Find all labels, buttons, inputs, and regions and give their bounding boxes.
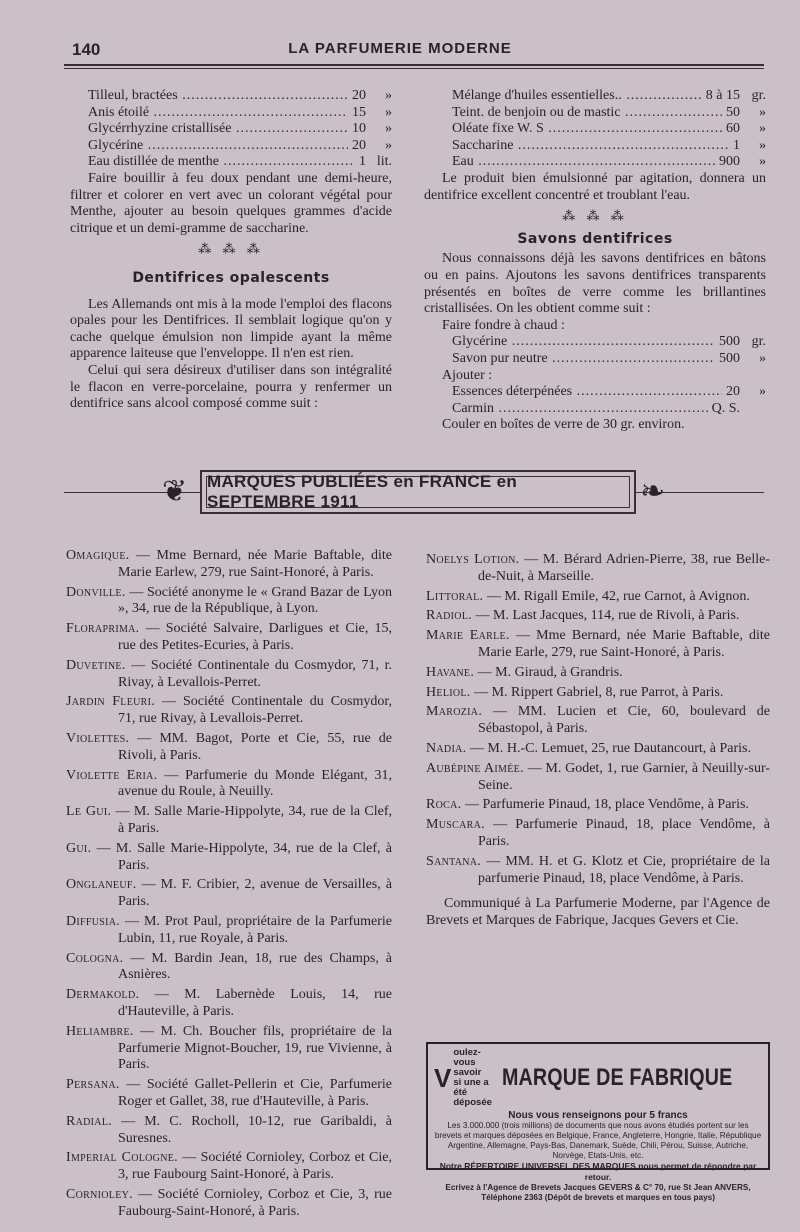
ad-header: [434, 1048, 762, 1108]
ad-headline: MARQUE DE FABRIQUE: [501, 1064, 733, 1091]
ad-contact: Ecrivez à l'Agence de Brevets Jacques GEVERS & C° 70, rue St Jean ANVERS, Téléphone 2363 (Dépôt de brevets et marques en tous pays): [445, 1183, 751, 1202]
step-text: Faire fondre à chaud :: [442, 317, 565, 333]
list-item: Noelys Lotion. — M. Bérard Adrien-Pierre, 38, rue Belle-de-Nuit, à Marseille.: [426, 552, 770, 584]
recipe-row: Saccharine ..... 1 »: [452, 138, 766, 155]
ad-subheadline: Nous vous renseignons pour 5 francs: [508, 1110, 688, 1121]
list-item: Aubépine Aimée. — M. Godet, 1, rue Garnier, à Neuilly-sur-Seine.: [426, 760, 771, 793]
list-item: Diffusia. — M. Prot Paul, propriétaire de la Parfumerie Lubin, 11, rue Royale, à Paris.: [66, 913, 393, 946]
list-item: Muscara. — Parfumerie Pinaud, 18, place Vendôme, à Paris.: [426, 817, 771, 849]
list-item: Nadia. — M. H.-C. Lemuet, 25, rue Dautancourt, à Paris.: [426, 740, 752, 756]
recipe-row: Tilleul, bractées ..... 20 »: [88, 88, 392, 105]
list-item: Radiol. — M. Last Jacques, 114, rue de Rivoli, à Paris.: [426, 608, 740, 624]
left-entries-column: [66, 548, 392, 1223]
ad-body: Les 3.000.000 (trois millions) de documents que nous avons étudiés portent sur les brevets et marques déposées en Belgique, France, Angleterre, Hongrie, Italie, République Argentine, Allemagne, Pays-Bas, Danemark, Suède, Chili, Pérou, Suisse, Autriche, Norvège, Etats-Unis, etc.: [434, 1121, 762, 1160]
running-title: LA PARFUMERIE MODERNE: [288, 40, 512, 57]
recipe-row: Teint. de benjoin ou de mastic ..... 50 »: [452, 105, 766, 122]
header-rule: [64, 64, 764, 66]
recipe-savon-1: [424, 334, 766, 367]
paragraph: Nous connaissons déjà les savons dentifrices en bâtons ou en pains. Ajoutons les savons dentifrices transparents présentés en boîtes de verre comme les brillantines cristallisées. On les obtient comme suit :: [424, 251, 766, 317]
list-item: Marozia. — MM. Lucien et Cie, 60, boulevard de Sébastopol, à Paris.: [426, 704, 770, 737]
list-item: Heliambre. — M. Ch. Boucher fils, propriétaire de la Parfumerie Mignot-Boucher, 19, rue Vivienne, à Paris.: [66, 1023, 393, 1073]
recipe-row: Mélange d'huiles essentielles.. ..... 8 à 15 gr.: [452, 88, 766, 105]
recipe-row: Eau distillée de menthe ..... 1 lit.: [88, 154, 392, 171]
header-rule-thin: [64, 68, 764, 69]
recipe-row: Oléate fixe W. S ..... 60 »: [452, 121, 766, 138]
right-top-column: [424, 88, 766, 434]
list-item: Onglaneuf. — M. F. Cribier, 2, avenue de Versailles, à Paris.: [66, 877, 393, 910]
list-item: Jardin Fleuri. — Société Continentale du Cosmydor, 71, rue Rivay, à Levallois-Perret.: [66, 694, 393, 727]
fleuron-right-icon: ❧: [640, 475, 666, 508]
recipe-instructions: Faire bouillir à feu doux pendant une demi-heure, filtrer et colorer en vert avec un colorant végétal pour Menthe, ajouter au besoin quelques grammes d'acide citrique et un demi-gramme de saccharine.: [70, 170, 392, 236]
list-item: Le Gui. — M. Salle Marie-Hippolyte, 34, rue de la Clef, à Paris.: [66, 804, 392, 836]
fleuron-left-icon: ❦: [162, 475, 188, 508]
communique-text: Communiqué à La Parfumerie Moderne, par l'Agence de Brevets et Marques de Fabrique, Jacques Gevers et Cie.: [426, 896, 770, 929]
list-item: Donville. — Société anonyme le « Grand Bazar de Lyon », 34, rue de la République, à Lyon.: [66, 584, 393, 617]
list-item: Littoral. — M. Rigall Emile, 42, rue Carnot, à Avignon.: [426, 588, 750, 604]
closing-text: Couler en boîtes de verre de 30 gr. environ.: [442, 417, 685, 433]
ornament-icon: ⁂ ⁂ ⁂: [198, 241, 264, 257]
recipe-dentifrice: [424, 88, 766, 171]
ornament-icon: ⁂ ⁂ ⁂: [562, 208, 628, 224]
section-banner: [200, 470, 636, 514]
ad-question: oulez-vous savoir si une a été déposée: [453, 1047, 492, 1108]
recipe-instructions: Le produit bien émulsionné par agitation, donnera un dentifrice excellent concentré et troublant l'eau.: [424, 170, 766, 203]
list-item: Floraprima. — Société Salvaire, Darligues et Cie, 15, rue des Petites-Ecuries, à Paris.: [66, 621, 392, 653]
list-item: Violette Eria. — Parfumerie du Monde Elégant, 31, avenue du Roule, à Neuilly.: [66, 767, 392, 800]
recipe-menthe: [70, 88, 392, 171]
recipe-row: Carmin ..... Q. S.: [452, 401, 766, 418]
recipe-row: Glycérine ..... 20 »: [88, 138, 392, 155]
section-title: Savons dentifrices: [517, 230, 673, 247]
list-item: Persana. — Société Gallet-Pellerin et Cie, Parfumerie Roger et Gallet, 38, rue d'Hauteville, à Paris.: [66, 1077, 393, 1109]
list-item: Radial. — M. C. Rocholl, 10-12, rue Garibaldi, à Suresnes.: [66, 1113, 392, 1146]
recipe-row: Savon pur neutre ..... 500 »: [452, 351, 766, 368]
list-item: Roca. — Parfumerie Pinaud, 18, place Vendôme, à Paris.: [426, 797, 749, 813]
page-number: 140: [72, 40, 101, 59]
list-item: Cornioley. — Société Cornioley, Corboz et Cie, 3, rue Faubourg-Saint-Honoré, à Paris.: [66, 1186, 392, 1219]
recipe-row: Glycérrhyzine cristallisée ..... 10 »: [88, 121, 392, 138]
list-item: Imperial Cologne. — Société Cornioley, Corboz et Cie, 3, rue Faubourg Saint-Honoré, à Paris.: [66, 1150, 392, 1183]
list-item: Santana. — MM. H. et G. Klotz et Cie, propriétaire de la parfumerie Pinaud, 18, place Vendôme, à Paris.: [426, 853, 771, 886]
advertisement-box: [426, 1042, 770, 1202]
paragraph: Celui qui sera désireux d'utiliser dans son intégralité le flacon en verre-porcelaine, pourra y renfermer un dentifrice sans alcool composé comme suit :: [70, 362, 392, 412]
recipe-row: Anis étoilé ..... 15 »: [88, 105, 392, 122]
banner-title: MARQUES PUBLIÉES en FRANCE en SEPTEMBRE 1911: [206, 476, 630, 508]
step-text: Ajouter :: [442, 367, 493, 383]
list-item: Gui. — M. Salle Marie-Hippolyte, 34, rue de la Clef, à Paris.: [66, 840, 392, 873]
list-item: Cologna. — M. Bardin Jean, 18, rue des Champs, à Asnières.: [66, 950, 393, 983]
recipe-row: Glycérine ..... 500 gr.: [452, 334, 766, 351]
ad-dropcap: V: [434, 1063, 452, 1093]
list-item: Duvetine. — Société Continentale du Cosmydor, 71, r. Rivay, à Levallois-Perret.: [66, 657, 392, 690]
list-item: Violettes. — MM. Bagot, Porte et Cie, 55, rue de Rivoli, à Paris.: [66, 730, 393, 763]
list-item: Havane. — M. Giraud, à Grandris.: [426, 664, 623, 680]
paragraph: Les Allemands ont mis à la mode l'emploi des flacons opales pour les Dentifrices. Il semblait logique qu'on y cache quelque émulsion non limpide ayant la même apparence laiteuse que l'enveloppe. Il n'en est rien.: [70, 296, 392, 362]
list-item: Heliol. — M. Rippert Gabriel, 8, rue Parrot, à Paris.: [426, 684, 724, 700]
section-title: Dentifrices opalescents: [132, 269, 330, 286]
list-item: Dermakold. — M. Labernède Louis, 14, rue d'Hauteville, à Paris.: [66, 987, 392, 1019]
list-item: Omagique. — Mme Bernard, née Marie Baftable, dite Marie Earlew, 279, rue Saint-Honoré, à Paris.: [66, 548, 392, 580]
recipe-row: Essences déterpénées ..... 20 »: [452, 384, 766, 401]
left-top-column: [70, 88, 392, 413]
right-entries-column: [426, 552, 770, 929]
ad-repertoire: Notre RÉPERTOIRE UNIVERSEL DES MARQUES nous permet de répondre par retour.: [439, 1161, 757, 1182]
recipe-savon-2: [424, 384, 766, 417]
recipe-row: Eau ..... 900 »: [452, 154, 766, 171]
list-item: Marie Earle. — Mme Bernard, née Marie Baftable, dite Marie Earle, 279, rue Saint-Honoré, à Paris.: [426, 628, 770, 660]
